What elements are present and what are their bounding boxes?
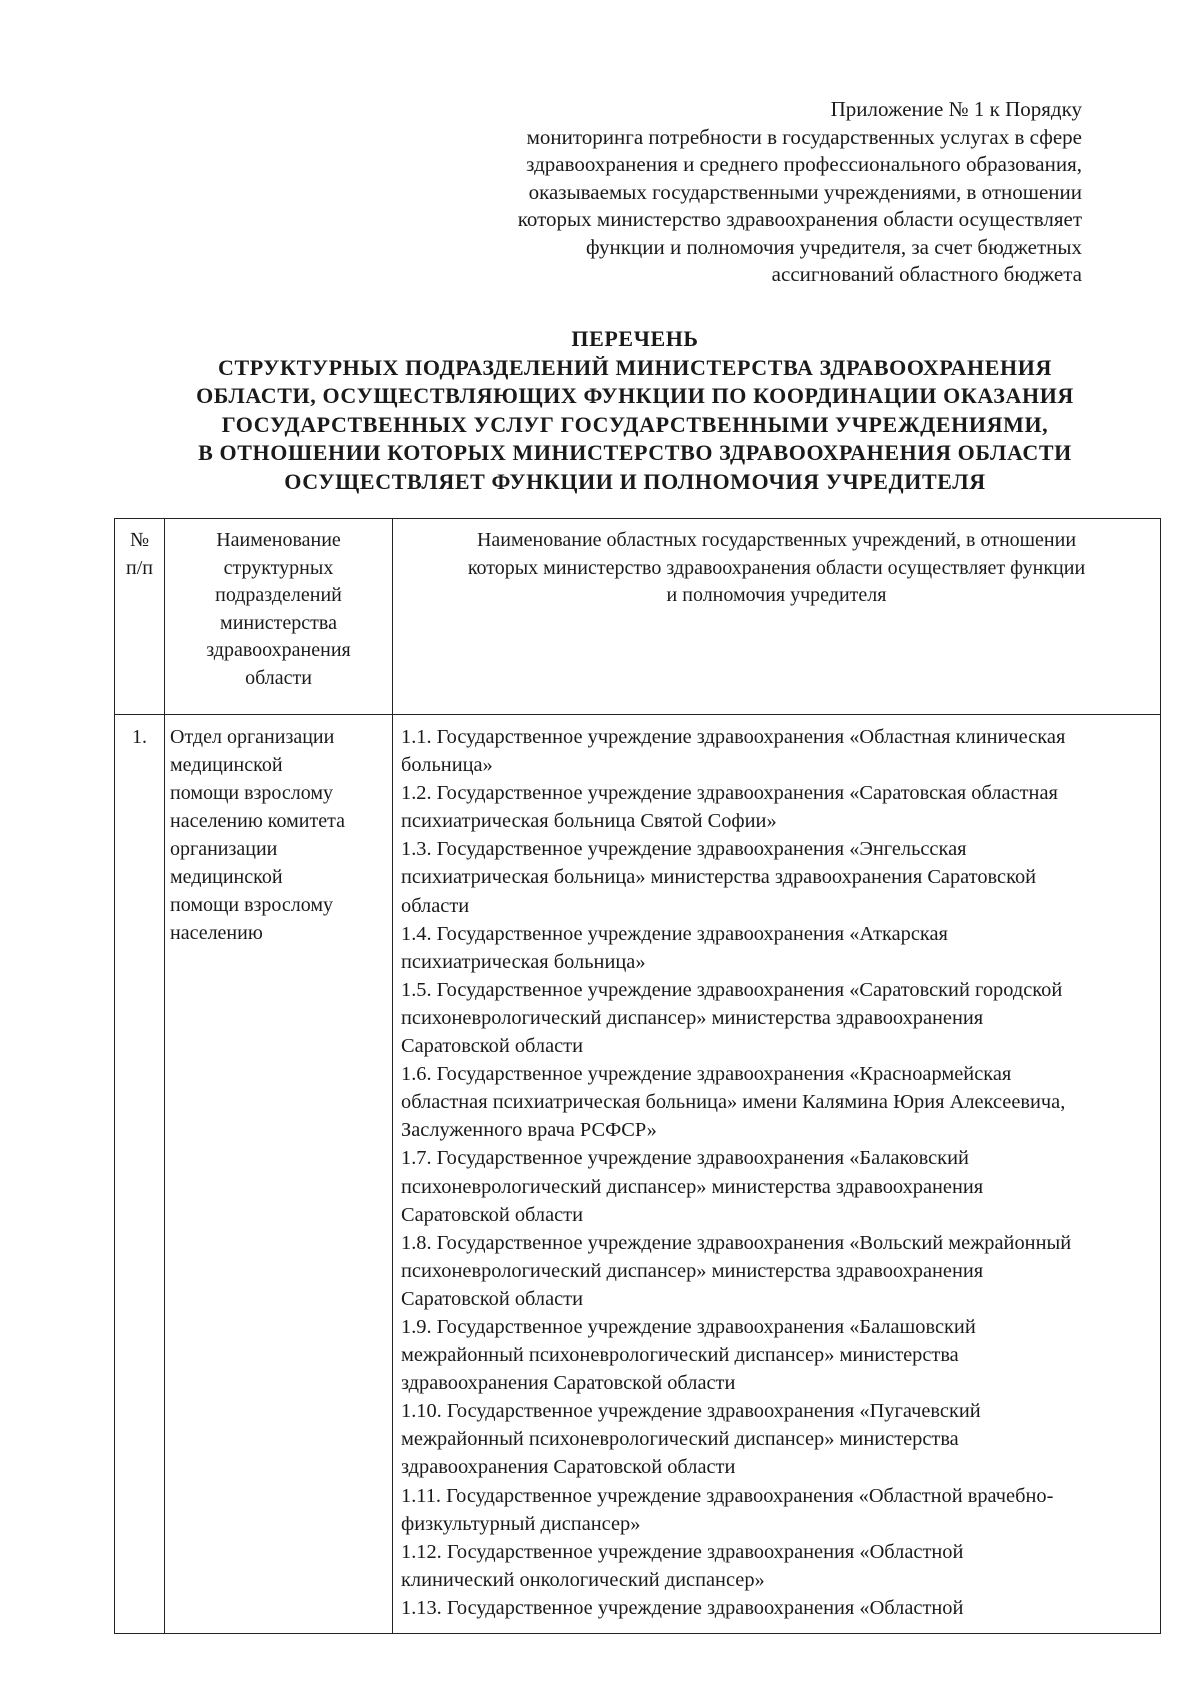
header-department-line: министерства (220, 611, 337, 634)
appendix-note (382, 96, 1082, 289)
institution-line: 1.13. Государственное учреждение здравоохранения «Областной (401, 1596, 964, 1619)
department-line: населению (170, 922, 263, 944)
institution-line: 1.5. Государственное учреждение здравоохранения «Саратовский городской (401, 978, 1063, 1001)
header-department-line: здравоохранения (206, 639, 351, 661)
institution-line: Саратовской области (401, 1035, 584, 1058)
title-line: ОБЛАСТИ, ОСУЩЕСТВЛЯЮЩИХ ФУНКЦИИ ПО КООРДИНАЦИИ ОКАЗАНИЯ (196, 383, 1074, 408)
institution-line: психиатрическая больница» (401, 950, 646, 973)
department-line: медицинской (170, 866, 283, 888)
institution-line: 1.7. Государственное учреждение здравоохранения «Балаковский (401, 1147, 969, 1170)
appendix-line: здравоохранения и среднего профессионального образования, (526, 152, 1082, 176)
row-institutions (393, 715, 1161, 1634)
appendix-line: Приложение № 1 к Порядку (830, 97, 1082, 121)
institution-line: Заслуженного врача РСФСР» (401, 1119, 657, 1142)
department-line: Отдел организации (170, 726, 335, 748)
institution-line: психоневрологический диспансер» министерства здравоохранения (401, 1175, 984, 1198)
institutions-table (114, 518, 1161, 1634)
department-line: медицинской (170, 754, 283, 776)
institution-line: здравоохранения Саратовской области (401, 1456, 736, 1479)
institution-line: области (401, 894, 470, 917)
appendix-line: функции и полномочия учредителя, за счет бюджетных (585, 234, 1082, 259)
institution-line: 1.9. Государственное учреждение здравоохранения «Балашовский (401, 1315, 976, 1338)
institution-line: областная психиатрическая больница» имени Калямина Юрия Алексеевича, (401, 1091, 1066, 1114)
institution-line: 1.10. Государственное учреждение здравоохранения «Пугачевский (401, 1400, 981, 1423)
header-department-line: структурных (223, 556, 334, 579)
row-number: 1. (115, 715, 165, 1634)
header-number (115, 519, 165, 715)
header-institutions-line: и полномочия учредителя (666, 584, 887, 606)
institution-line: 1.1. Государственное учреждение здравоохранения «Областная клиническая (401, 726, 1066, 748)
institution-line: больница» (401, 754, 493, 777)
header-institutions (393, 519, 1161, 715)
header-number-line: п/п (126, 556, 153, 579)
title-line: ГОСУДАРСТВЕННЫХ УСЛУГ ГОСУДАРСТВЕННЫМИ УЧРЕЖДЕНИЯМИ, (221, 411, 1049, 437)
appendix-line: ассигнований областного бюджета (771, 262, 1082, 286)
row-department (165, 715, 393, 1634)
appendix-line: оказываемых государственными учреждениями, в отношении (528, 179, 1082, 204)
header-department (165, 519, 393, 715)
institution-line: 1.6. Государственное учреждение здравоохранения «Красноармейская (401, 1063, 1012, 1086)
document-title (110, 325, 1160, 496)
department-line: помощи взрослому (170, 782, 334, 804)
title-line: В ОТНОШЕНИИ КОТОРЫХ МИНИСТЕРСТВО ЗДРАВООХРАНЕНИЯ ОБЛАСТИ (198, 440, 1072, 465)
appendix-line: мониторинга потребности в государственных услугах в сфере (526, 124, 1082, 149)
table-header-row (115, 519, 1161, 715)
institution-line: 1.3. Государственное учреждение здравоохранения «Энгельсская (401, 838, 967, 861)
department-line: организации (170, 838, 278, 860)
department-line: помощи взрослому (170, 894, 334, 916)
title-line: ОСУЩЕСТВЛЯЕТ ФУНКЦИИ И ПОЛНОМОЧИЯ УЧРЕДИТЕЛЯ (284, 468, 986, 494)
institution-line: межрайонный психоневрологический диспансер» министерства (401, 1344, 959, 1367)
header-institutions-line: которых министерство здравоохранения области осуществляет функции (467, 556, 1086, 579)
institution-line: психоневрологический диспансер» министерства здравоохранения (401, 1006, 984, 1029)
institution-line: физкультурный диспансер» (401, 1512, 641, 1535)
header-department-line: Наименование (216, 529, 341, 551)
institution-line: клинический онкологический диспансер» (401, 1568, 765, 1591)
header-department-line: области (245, 666, 312, 689)
institution-line: 1.8. Государственное учреждение здравоохранения «Вольский межрайонный (401, 1231, 1072, 1254)
appendix-line: которых министерство здравоохранения области осуществляет (517, 207, 1082, 231)
header-institutions-line: Наименование областных государственных учреждений, в отношении (476, 529, 1077, 551)
institution-line: межрайонный психоневрологический диспансер» министерства (401, 1428, 959, 1451)
title-line: ПЕРЕЧЕНЬ (571, 326, 699, 351)
header-number-line: № (129, 529, 150, 551)
institution-line: здравоохранения Саратовской области (401, 1372, 736, 1395)
institution-line: Саратовской области (401, 1287, 584, 1310)
institution-line: 1.11. Государственное учреждение здравоохранения «Областной врачебно- (401, 1484, 1054, 1507)
institution-line: 1.2. Государственное учреждение здравоохранения «Саратовская областная (401, 782, 1058, 805)
institution-line: психиатрическая больница» министерства здравоохранения Саратовской (401, 866, 1037, 889)
institution-line: 1.4. Государственное учреждение здравоохранения «Аткарская (401, 922, 948, 945)
institution-line: психоневрологический диспансер» министерства здравоохранения (401, 1259, 984, 1282)
title-line: СТРУКТУРНЫХ ПОДРАЗДЕЛЕНИЙ МИНИСТЕРСТВА ЗДРАВООХРАНЕНИЯ (218, 354, 1052, 380)
table-row (115, 715, 1161, 1634)
institution-line: Саратовской области (401, 1203, 584, 1226)
institution-line: психиатрическая больница Святой Софии» (401, 810, 777, 833)
institution-line: 1.12. Государственное учреждение здравоохранения «Областной (401, 1540, 964, 1563)
department-line: населению комитета (170, 810, 345, 832)
header-department-line: подразделений (215, 584, 342, 606)
